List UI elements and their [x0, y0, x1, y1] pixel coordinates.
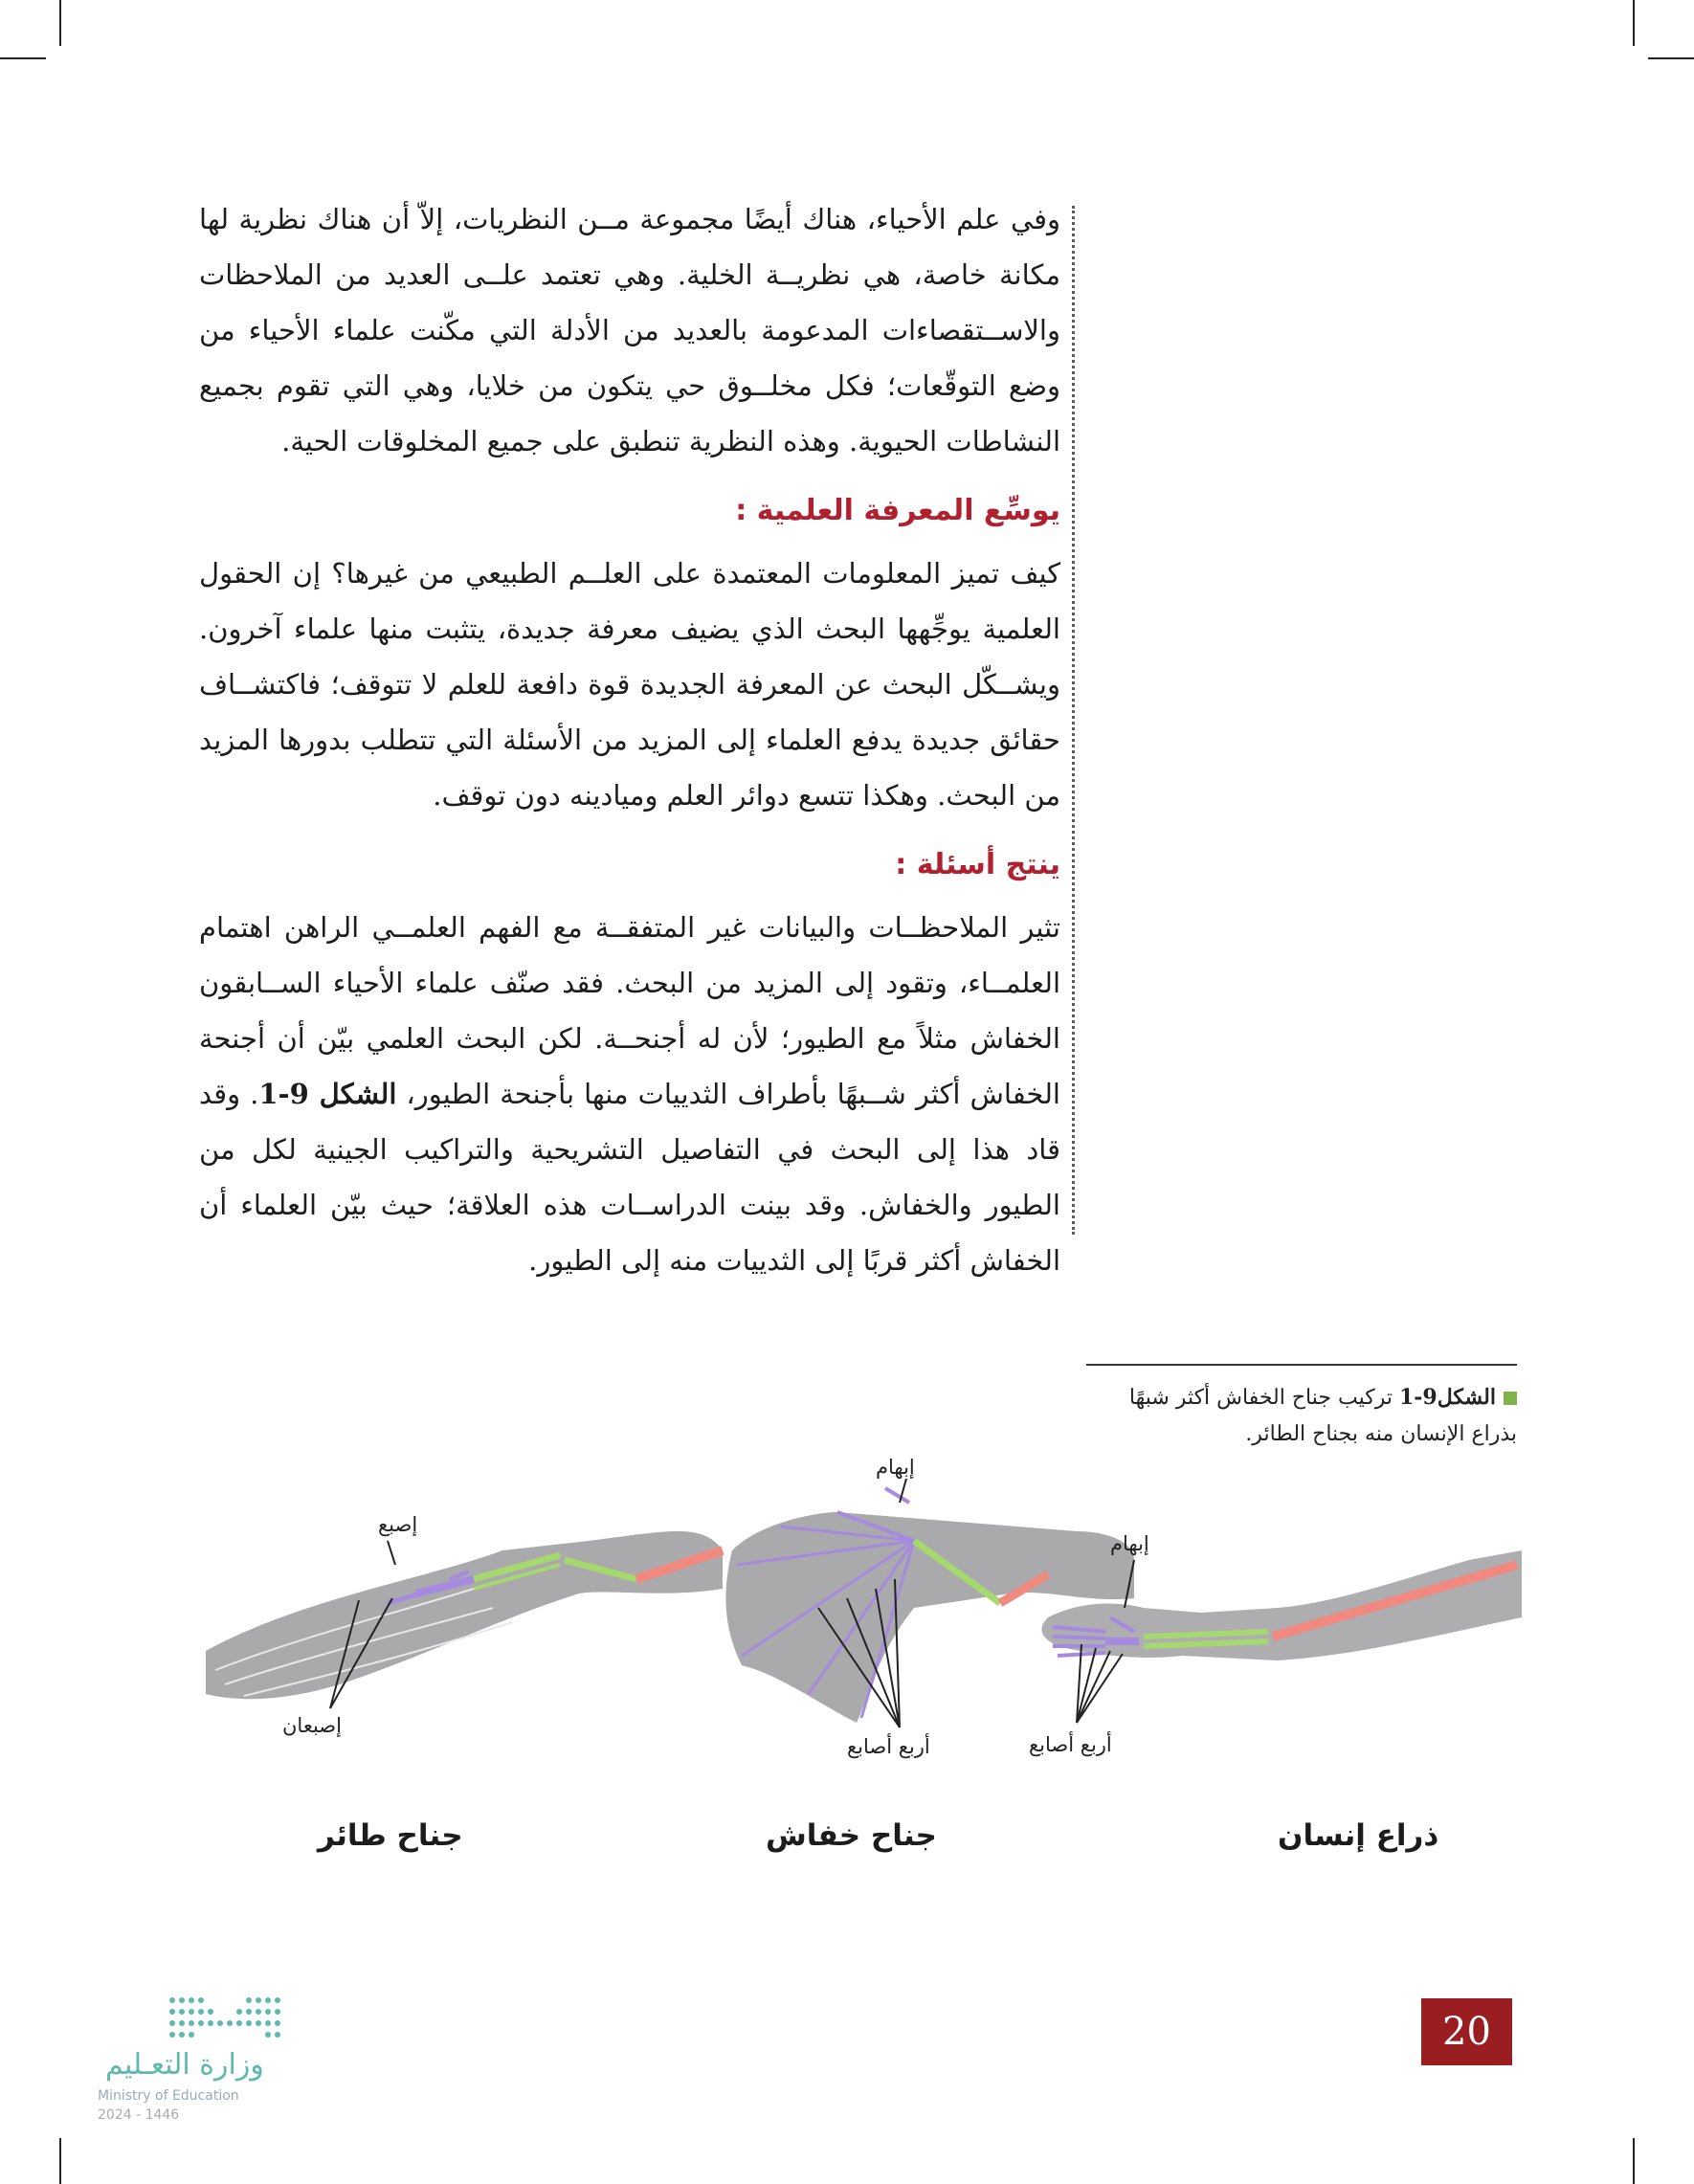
- bat-wing-illustration: [725, 1456, 1134, 1758]
- label-bird-digits: إصبعان: [282, 1714, 342, 1737]
- figure-titles: [187, 1818, 1527, 1876]
- body-text: [199, 191, 1060, 1288]
- caption-text: تركيب جناح الخفاش أكثر شبهًا بذراع الإنسان منه بجناح الطائر.: [1128, 1386, 1517, 1446]
- heading-raises-questions: ينتج أسئلة :: [895, 848, 1060, 881]
- heading-expands-knowledge: يوسِّع المعرفة العلمية :: [735, 494, 1060, 527]
- crop-mark: [1633, 2138, 1635, 2184]
- logo-dots-icon: [57, 1991, 325, 2048]
- crop-mark: [59, 0, 61, 46]
- paragraph-new-knowledge: كيف تميز المعلومات المعتمدة على العلــم الطبيعي من غيرها؟ إن الحقول العلمية يوجِّهها البحث الذي يضيف معرفة جديدة، يتثبت منها علماء آخرون. ويشــكّل البحث عن المعرفة الجديدة قوة دافعة للعلم لا تتوقف؛ فاكتشــاف حقائق جديدة يدفع العلماء إلى المزيد من الأسئلة التي تتطلب بدورها المزيد من البحث. وهكذا تتسع دوائر العلم وميادينه دون توقف.: [199, 557, 1060, 812]
- paragraph-part-a: تثير الملاحظــات والبيانات غير المتفقــة مع الفهم العلمــي الراهن اهتمام العلمــاء، وتقود إلى المزيد من البحث. فقد صنّف علماء الأحياء الســابقون الخفاش مثلاً مع الطيور؛ لأن له أجنحــة. لكن البحث العلمي بيّن أن أجنحة الخفاش أكثر شــبهًا بأطراف الثدييات منها بأجنحة الطيور،: [199, 911, 1060, 1110]
- paragraph-cell-theory: وفي علم الأحياء، هناك أيضًا مجموعة مــن النظريات، إلاّ أن هناك نظرية لها مكانة خاصة، هي نظريــة الخلية. وهي تعتمد علــى العديد من الملاحظات والاســتقصاءات المدعومة بالعديد من الأدلة التي مكّنت علماء الأحياء من وضع التوقّعات؛ فكل مخلــوق حي يتكون من خلايا، وهي التي تقوم بجميع النشاطات الحيوية. وهذه النظرية تنطبق على جميع المخلوقات الحية.: [199, 203, 1060, 457]
- label-bat-fingers: أربع أصابع: [847, 1735, 930, 1758]
- title-bird-wing: جناح طائر: [318, 1818, 463, 1853]
- bird-wing-illustration: [206, 1513, 723, 1738]
- label-bird-digit: إصبع: [378, 1513, 418, 1536]
- crop-mark: [1648, 57, 1694, 59]
- logo-year: 2024 - 1446: [98, 2107, 180, 2123]
- paragraph-bat-classification: [199, 900, 1060, 1288]
- crop-mark: [0, 57, 46, 59]
- label-human-thumb: إبهام: [1110, 1532, 1149, 1555]
- caption-label: الشكل9-1: [1398, 1385, 1496, 1410]
- figure-reference[interactable]: الشكل 9-1: [258, 1078, 397, 1110]
- paragraph-part-b: . وقد قاد هذا إلى البحث في التفاصيل التشريحية والتراكيب الجينية لكل من الطيور والخفاش. وقد بينت الدراســات هذه العلاقة؛ حيث بيّن العلماء أن الخفاش أكثر قربًا إلى الثدييات منه إلى الطيور.: [199, 1078, 1060, 1277]
- margin-dotted-rule: [1072, 206, 1075, 1235]
- crop-mark: [59, 2138, 61, 2184]
- logo-english-text: Ministry of Education: [98, 2088, 239, 2104]
- limb-comparison-figure: [187, 1436, 1527, 1838]
- label-human-fingers: أربع أصابع: [1029, 1733, 1112, 1756]
- title-human-arm: ذراع إنسان: [1278, 1818, 1439, 1853]
- logo-arabic-text: وزارة التعـليم: [105, 2048, 264, 2082]
- ministry-logo: [57, 1991, 325, 2134]
- page-number: 20: [1421, 1998, 1512, 2065]
- crop-mark: [1633, 0, 1635, 46]
- title-bat-wing: جناح خفاش: [766, 1818, 937, 1853]
- label-bat-thumb: إبهام: [876, 1456, 915, 1479]
- caption-square-icon: [1504, 1392, 1517, 1405]
